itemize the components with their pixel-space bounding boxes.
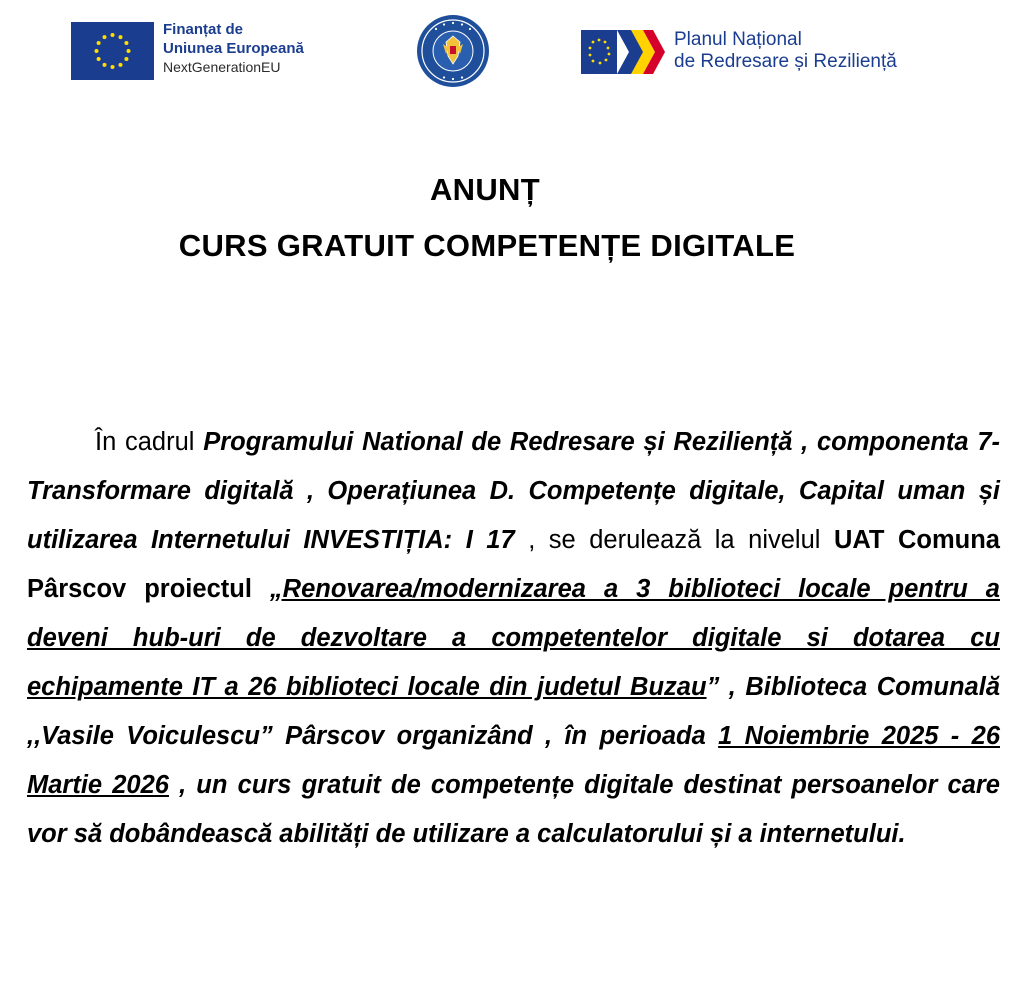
- pnrr-label: [674, 29, 897, 73]
- logo-header: [0, 0, 1029, 100]
- government-seal-icon: [416, 14, 490, 88]
- pnrr-line-1: Planul Național: [674, 29, 802, 50]
- body-segment-3: , se derulează la nivelul: [514, 525, 834, 554]
- eu-line-2: Uniunea Europeană: [163, 40, 304, 57]
- body-segment-7: ” , Biblioteca Comunală ,,Vasile Voiculescu” Pârscov organizând , în perioada: [27, 672, 1000, 750]
- announcement-subtitle: CURS GRATUIT COMPETENȚE DIGITALE: [178, 228, 796, 263]
- body-segment-9: , un curs gratuit de competențe digitale destinat persoanelor care vor să dobândească abilități de utilizare a calculatorului și a internetului.: [27, 770, 1000, 848]
- uat-name: UAT Comuna Pârscov proiectul: [27, 525, 1000, 603]
- body-segment-5: [252, 575, 270, 603]
- announcement-body: [27, 418, 1000, 859]
- eu-line-1: Finanțat de: [163, 21, 244, 38]
- eu-flag-icon: [71, 22, 154, 80]
- body-segment-1: În cadrul: [95, 427, 204, 456]
- project-title: „Renovarea/modernizarea a 3 biblioteci locale pentru a deveni hub-uri de dezvoltare a competentelor digitale si dotarea cu echipamente IT a 26 biblioteci locale din judetul Buzau: [27, 574, 1000, 701]
- program-name: Programului National de Redresare și Reziliență , componenta 7-Transformare digitală , Operațiunea D. Competențe digitale, Capital uman și utilizarea Internetului INVESTIȚIA: I 17: [27, 427, 1000, 554]
- pnrr-line-2: de Redresare și Reziliență: [674, 51, 897, 72]
- eu-funding-label: [163, 20, 304, 77]
- eu-line-3: NextGenerationEU: [163, 59, 281, 75]
- course-period: 1 Noiembrie 2025 - 26 Martie 2026: [27, 721, 1000, 799]
- pnrr-logo-icon: [581, 26, 667, 78]
- announcement-title: ANUNȚ: [430, 172, 540, 207]
